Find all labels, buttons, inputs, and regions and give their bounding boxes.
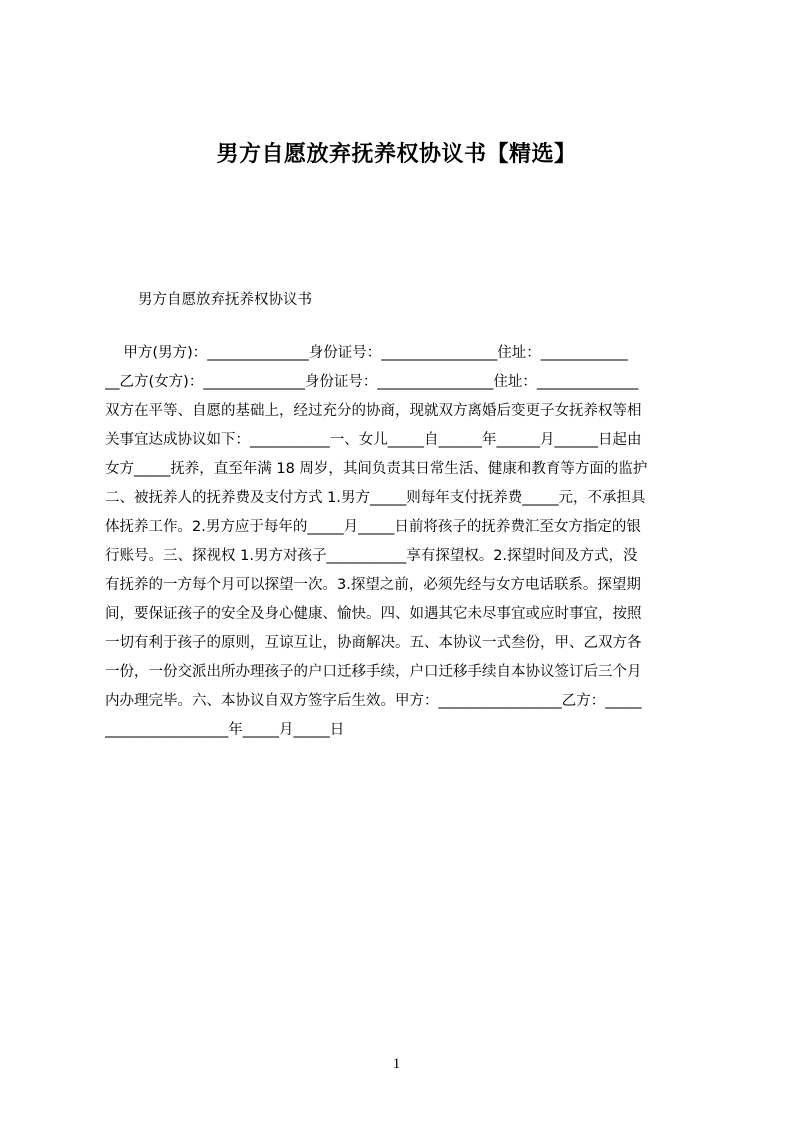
body-line: 一切有利于孩子的原则，互谅互让，协商解决。五、本协议一式叁份，甲、乙双方各	[105, 635, 642, 651]
body-line: 内办理完毕。六、本协议自双方签字后生效。甲方：_________________乙方：_____	[105, 693, 642, 709]
body-line: 间，要保证孩子的安全及身心健康、愉快。四、如遇其它未尽事宜或应时事宜，按照	[105, 606, 642, 622]
body-line: 体抚养工作。2.男方应于每年的_____月_____日前将孩子的抚养费汇至女方指定的银	[105, 519, 641, 535]
body-line: __乙方(女方)：______________身份证号：________________住址：______________	[105, 374, 639, 390]
body-line: 二、被抚养人的抚养费及支付方式 1.男方_____则每年支付抚养费_____元，不承担具	[105, 490, 646, 506]
body-line: 双方在平等、自愿的基础上，经过充分的协商，现就双方离婚后变更子女抚养权等相	[105, 403, 642, 419]
body-line: _________________年_____月_____日	[105, 722, 345, 738]
body-line: 关事宜达成协议如下：___________一、女儿_____自______年______月______日起由	[105, 432, 642, 448]
document-title: 男方自愿放弃抚养权协议书【精选】	[216, 142, 577, 167]
body-line: 行账号。三、探视权 1.男方对孩子___________享有探望权。2.探望时间及方式，没	[105, 548, 638, 564]
body-line: 甲方(男方)：______________身份证号：________________住址：____________	[105, 345, 628, 361]
body-line: 一份，一份交派出所办理孩子的户口迁移手续，户口迁移手续自本协议签订后三个月	[105, 664, 642, 680]
body-line: 有抚养的一方每个月可以探望一次。3.探望之前，必须先经与女方电话联系。探望期	[105, 577, 641, 593]
document-subtitle: 男方自愿放弃抚养权协议书	[138, 292, 312, 308]
body-line: 女方_____抚养，直至年满 18 周岁，其间负责其日常生活、健康和教育等方面的监护	[105, 461, 648, 477]
page-number: 1	[392, 1056, 401, 1072]
